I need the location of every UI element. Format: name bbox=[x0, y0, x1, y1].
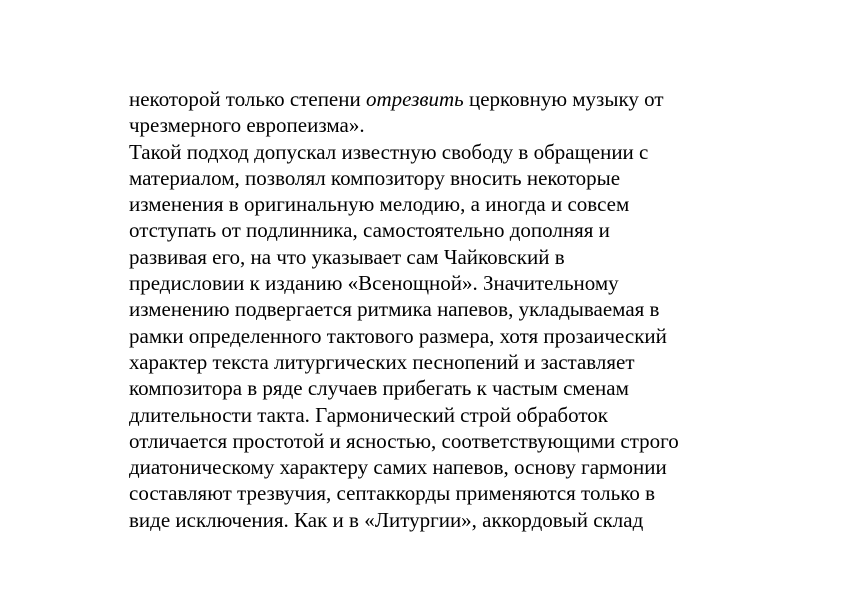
text-line: Такой подход допускал известную свободу в обращении с bbox=[129, 139, 649, 164]
text-line bbox=[129, 86, 729, 112]
text-line: предисловии к изданию «Всенощной». Значительному bbox=[129, 271, 619, 296]
text-line: изменению подвергается ритмика напевов, укладываемая в bbox=[129, 297, 660, 322]
body-text bbox=[129, 86, 729, 533]
text-segment: церковную музыку от bbox=[463, 87, 664, 111]
text-line: композитора в ряде случаев прибегать к частым сменам bbox=[129, 376, 629, 401]
text-line: отступать от подлинника, самостоятельно дополняя и bbox=[129, 218, 610, 243]
italic-text-segment: отрезвить bbox=[365, 87, 464, 111]
text-segment: некоторой только степени bbox=[129, 87, 366, 111]
text-line: виде исключения. Как и в «Литургии», аккордовый склад bbox=[129, 507, 644, 532]
text-line: изменения в оригинальную мелодию, а иногда и совсем bbox=[129, 192, 630, 217]
text-line: материалом, позволял композитору вносить некоторые bbox=[129, 165, 621, 190]
text-line: длительности такта. Гармонический строй обработок bbox=[129, 402, 608, 427]
text-line: характер текста литургических песнопений и заставляет bbox=[129, 349, 635, 374]
text-line: чрезмерного европеизма». bbox=[129, 113, 365, 138]
text-line: диатоническому характеру самих напевов, основу гармонии bbox=[129, 455, 667, 480]
text-line: развивая его, на что указывает сам Чайковский в bbox=[129, 244, 565, 269]
text-line: рамки определенного тактового размера, хотя прозаический bbox=[129, 323, 667, 348]
text-line: составляют трезвучия, септаккорды применяются только в bbox=[129, 481, 656, 506]
text-line: отличается простотой и ясностью, соответствующими строго bbox=[129, 428, 679, 453]
